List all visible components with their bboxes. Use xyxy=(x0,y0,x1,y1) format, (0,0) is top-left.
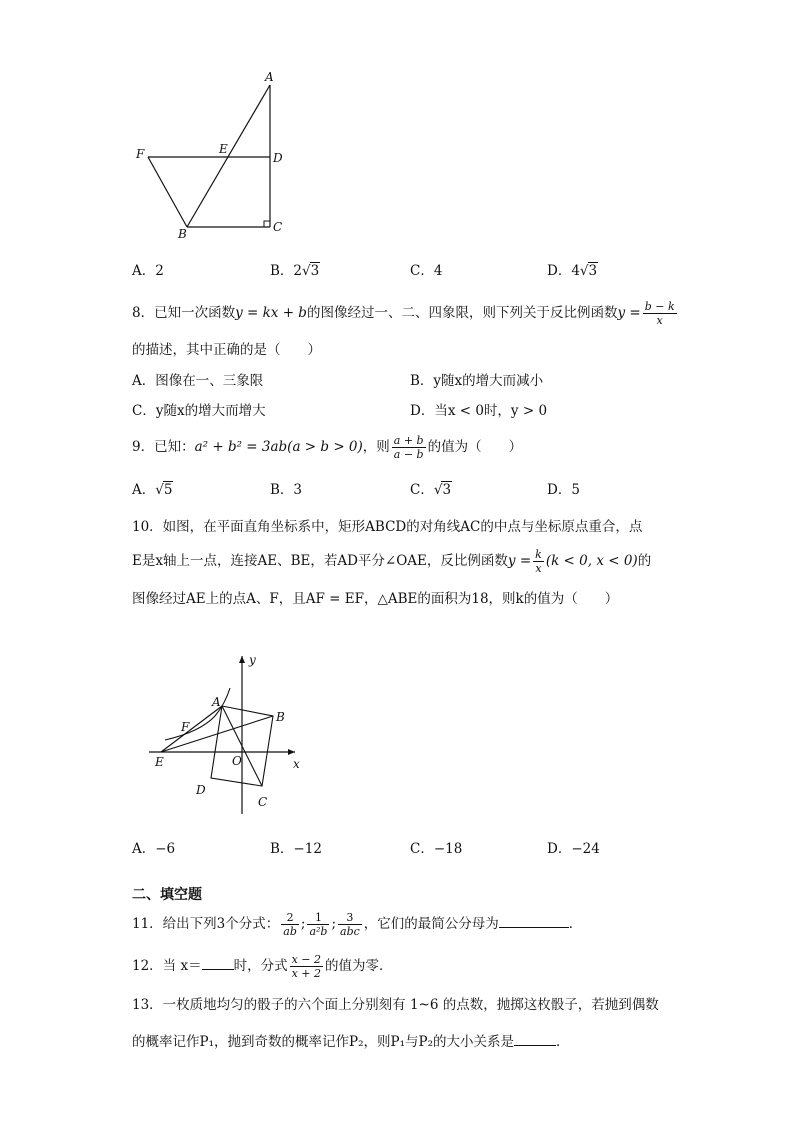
q12-pre: 12．当 x＝ xyxy=(132,958,202,974)
q7-option-d-radicand: 3 xyxy=(588,263,598,279)
q11-stem: 11．给出下列3个分式： $\frac{2}{ab}$ ; $\frac{1}{\text{a²b}}$ ; $\frac{3}{\text{abc}}$ ，它们的最简公分母为 ． xyxy=(132,911,583,938)
q8-option-a[interactable]: A．图像在一、三象限 xyxy=(132,373,264,389)
q11-answer-blank[interactable] xyxy=(499,915,569,928)
q7-option-c[interactable]: C．4 xyxy=(410,263,443,279)
q7-option-b-radicand: 3 xyxy=(310,263,320,279)
coordinate-figure-2 xyxy=(145,648,315,820)
q12-numerator: x − 2 xyxy=(291,953,322,966)
q11-fraction-3 xyxy=(338,911,362,938)
q10-condition: (k < 0, x < 0) xyxy=(545,553,638,569)
q9-option-c-radicand: 3 xyxy=(442,482,452,498)
q10-line2-pre: E是x轴上一点，连接AE、BE，若AD平分∠OAE，反比例函数 xyxy=(132,553,508,569)
q11-fraction-1 xyxy=(281,911,299,938)
q8-mid: 的图像经过一、二、四象限，则下列关于反比例函数 xyxy=(306,305,618,321)
q11-f2-den: a²b xyxy=(309,925,328,938)
q9-option-a-label: A． xyxy=(132,482,156,498)
q9-pre: 9．已知： xyxy=(132,439,195,455)
label-E: E xyxy=(219,142,228,156)
q9-option-a[interactable]: A．√5 xyxy=(132,482,173,498)
q9-option-c-label: C． xyxy=(410,482,434,498)
q9-numerator: a + b xyxy=(393,434,424,447)
q12-mid: 时，分式 xyxy=(233,958,288,974)
q8-y-eq: y = xyxy=(617,305,641,321)
fig2-label-F: F xyxy=(181,720,190,734)
q8-stem-line2: 的描述，其中正确的是（ ） xyxy=(132,342,321,358)
q7-option-d-label: D．4 xyxy=(547,263,580,279)
q7-option-d[interactable]: D．4√3 xyxy=(547,263,598,279)
q12-post: 的值为零． xyxy=(325,958,393,974)
section-title-fill-in: 二、填空题 xyxy=(132,887,202,903)
q11-f2-num: 1 xyxy=(307,911,329,925)
q12-fraction xyxy=(290,953,323,980)
label-C: C xyxy=(273,220,283,234)
q12-denominator: x + 2 xyxy=(291,967,322,980)
q11-end: ． xyxy=(568,916,583,932)
q11-f3-num: 3 xyxy=(338,911,362,925)
q10-line2-post: 的 xyxy=(637,553,652,569)
q10-option-b[interactable]: B．−12 xyxy=(270,841,322,857)
q13-answer-blank[interactable] xyxy=(514,1033,556,1046)
q13-stem-line2 xyxy=(132,1030,569,1050)
q9-fraction xyxy=(392,434,426,461)
fig2-label-A: A xyxy=(212,695,221,709)
q7-option-b[interactable]: B．2√3 xyxy=(270,263,320,279)
label-D: D xyxy=(273,151,283,165)
q7-option-a[interactable]: A．2 xyxy=(132,263,164,279)
q10-y-eq: y = xyxy=(507,553,532,569)
q8-numerator: b − k xyxy=(644,300,675,313)
q13-line2-pre: 的概率记作P₁，抛到奇数的概率记作P₂，则P₁与P₂的大小关系是 xyxy=(132,1034,514,1050)
fig2-label-D: D xyxy=(196,783,206,797)
q11-f1-num: 2 xyxy=(281,911,299,925)
label-B: B xyxy=(178,227,187,241)
fig2-label-x: x xyxy=(293,757,300,771)
q9-option-d[interactable]: D．5 xyxy=(547,482,580,498)
q13-end: ． xyxy=(555,1034,570,1050)
q9-post: 的值为（ ） xyxy=(427,439,523,455)
q7-option-b-label: B．2 xyxy=(270,263,303,279)
q8-fraction xyxy=(643,300,677,327)
q9-denominator: a − b xyxy=(393,448,424,461)
fig2-label-E: E xyxy=(155,755,164,769)
q11-post: ，它们的最简公分母为 xyxy=(363,916,499,932)
q9-option-a-radicand: 5 xyxy=(163,482,173,498)
geometry-figure-1 xyxy=(130,65,300,245)
label-F: F xyxy=(136,147,145,161)
q10-numerator: k xyxy=(535,548,542,561)
q12-stem xyxy=(132,953,393,980)
q9-condition: a² + b² = 3ab(a > b > 0) xyxy=(194,439,363,455)
q11-pre: 11．给出下列3个分式： xyxy=(132,916,280,932)
q9-option-b[interactable]: B．3 xyxy=(270,482,303,498)
q9-mid: ，则 xyxy=(362,439,390,455)
q8-denominator: x xyxy=(656,314,663,327)
q9-stem xyxy=(132,434,522,461)
q10-option-d[interactable]: D．−24 xyxy=(547,841,600,857)
fig2-label-B: B xyxy=(276,710,285,724)
q10-option-c[interactable]: C．−18 xyxy=(410,841,463,857)
q8-option-c[interactable]: C．y随x的增大而增大 xyxy=(132,403,266,419)
fig2-label-O: O xyxy=(232,754,242,768)
q10-fraction xyxy=(533,548,544,575)
q8-pre: 8．已知一次函数 xyxy=(132,305,236,321)
fig2-label-C: C xyxy=(258,795,268,809)
fig2-label-y: y xyxy=(249,653,256,667)
q8-option-d[interactable]: D．当x < 0时，y > 0 xyxy=(410,403,548,419)
q10-denominator: x xyxy=(535,562,542,575)
q8-linear-eq: y = kx + b xyxy=(235,305,307,321)
q12-answer-blank[interactable] xyxy=(202,957,234,970)
q8-stem-line1 xyxy=(132,300,679,327)
q10-stem-line1: 10．如图，在平面直角坐标系中，矩形ABCD的对角线AC的中点与坐标原点重合，点 xyxy=(132,519,643,535)
q11-f1-den: ab xyxy=(283,925,297,938)
q13-stem-line1: 13．一枚质地均匀的骰子的六个面上分别刻有 1~6 的点数，抛掷这枚骰子，若抛到偶数 xyxy=(132,997,659,1013)
q9-option-c[interactable]: C．√3 xyxy=(410,482,452,498)
label-A: A xyxy=(265,70,274,84)
q8-option-b[interactable]: B．y随x的增大而减小 xyxy=(410,373,544,389)
q10-stem-line3: 图像经过AE上的点A、F，且AF = EF，△ABE的面积为18，则k的值为（ ） xyxy=(132,591,619,607)
q10-stem-line2 xyxy=(132,548,651,575)
q11-fraction-2 xyxy=(307,911,329,938)
q10-option-a[interactable]: A．−6 xyxy=(132,841,176,857)
q11-f3-den: abc xyxy=(340,925,360,938)
